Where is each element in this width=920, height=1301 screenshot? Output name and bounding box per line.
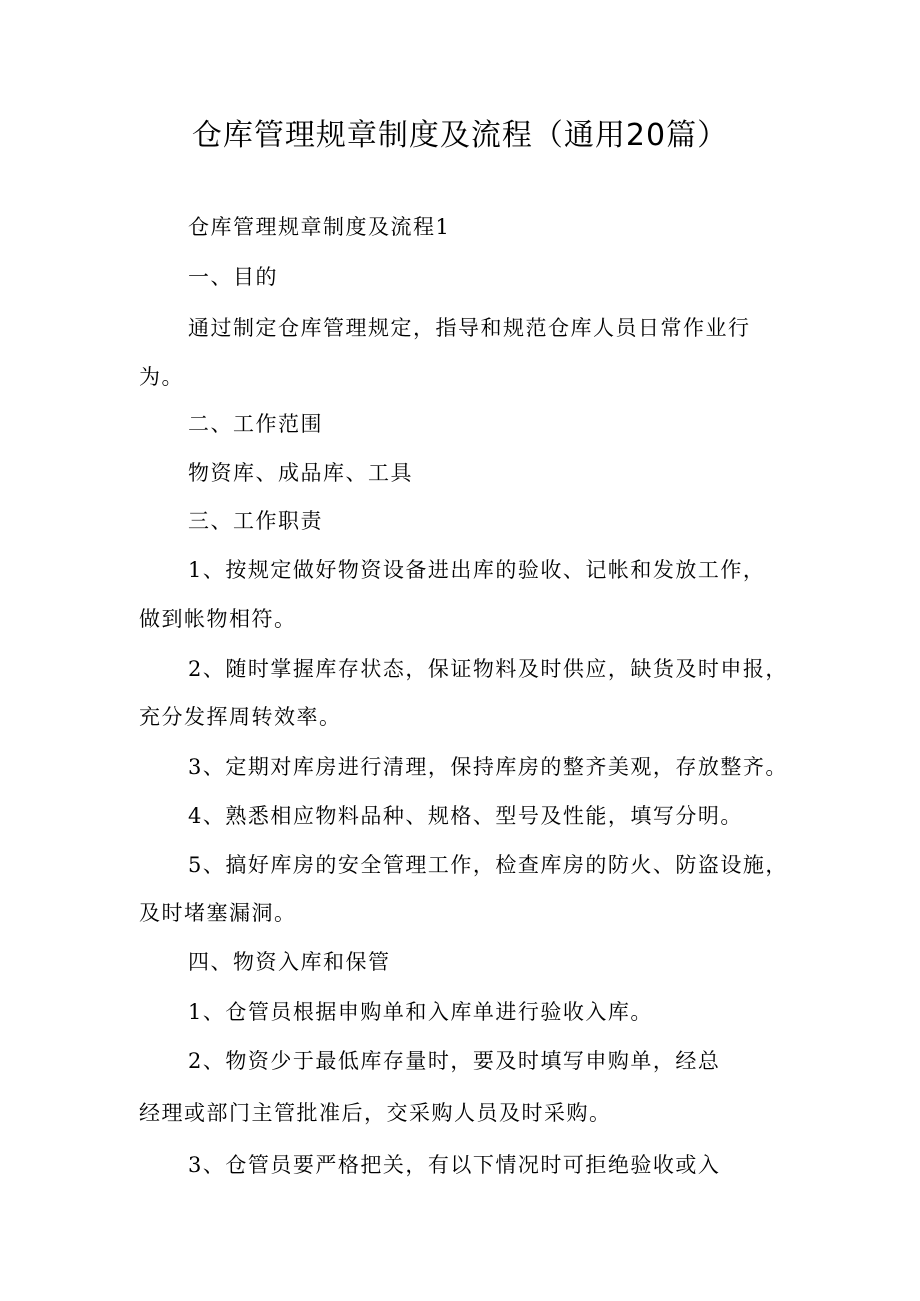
paragraph-line: 通过制定仓库管理规定，指导和规范仓库人员日常作业行 [188, 316, 751, 340]
paragraph-line: 做到帐物相符。 [139, 607, 297, 631]
paragraph-line: 2、物资少于最低库存量时，要及时填写申购单，经总 [188, 1049, 721, 1073]
subsection-heading: 一、目的 [188, 265, 278, 289]
paragraph-line: 3、定期对库房进行清理，保持库房的整齐美观，存放整齐。 [188, 755, 788, 779]
paragraph-line: 为。 [139, 365, 184, 389]
paragraph-line: 2、随时掌握库存状态，保证物料及时供应，缺货及时申报， [188, 657, 788, 681]
document-title: 仓库管理规章制度及流程（通用20篇） [191, 118, 729, 153]
subsection-heading: 四、物资入库和保管 [188, 950, 391, 974]
section-heading: 仓库管理规章制度及流程1 [188, 215, 451, 239]
paragraph-line: 及时堵塞漏洞。 [139, 901, 297, 925]
paragraph-line: 物资库、成品库、工具 [188, 461, 413, 485]
subsection-heading: 二、工作范围 [188, 412, 323, 436]
paragraph-line: 经理或部门主管批准后，交采购人员及时采购。 [139, 1101, 612, 1125]
paragraph-line: 1、仓管员根据申购单和入库单进行验收入库。 [188, 1000, 653, 1024]
paragraph-line: 5、搞好库房的安全管理工作，检查库房的防火、防盗设施， [188, 853, 788, 877]
paragraph-line: 4、熟悉相应物料品种、规格、型号及性能，填写分明。 [188, 804, 743, 828]
paragraph-line: 3、仓管员要严格把关，有以下情况时可拒绝验收或入 [188, 1153, 721, 1177]
paragraph-line: 充分发挥周转效率。 [139, 705, 342, 729]
subsection-heading: 三、工作职责 [188, 509, 323, 533]
paragraph-line: 1、按规定做好物资设备进出库的验收、记帐和发放工作， [188, 558, 766, 582]
